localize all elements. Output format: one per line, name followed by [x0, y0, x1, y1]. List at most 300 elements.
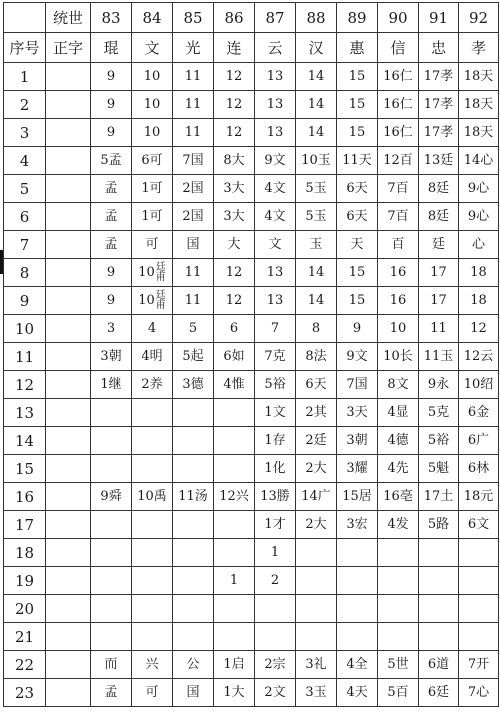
- table-cell: 16: [378, 259, 419, 287]
- table-cell: [214, 455, 255, 483]
- table-cell: 9心: [459, 175, 499, 203]
- table-cell: 9舜: [91, 483, 132, 511]
- table-cell: [132, 399, 173, 427]
- table-cell: 8: [296, 315, 337, 343]
- table-cell: 6天: [337, 175, 378, 203]
- generation-name-char: 连: [214, 33, 255, 63]
- row-name-cell: [46, 231, 91, 259]
- table-cell: 10: [132, 119, 173, 147]
- row-name-cell: [46, 119, 91, 147]
- stacked-note-char: 甫: [155, 299, 166, 311]
- table-cell: 12: [214, 63, 255, 91]
- table-cell: [173, 623, 214, 651]
- stacked-note-char: 甫: [155, 271, 166, 283]
- table-cell: 10: [132, 63, 173, 91]
- table-cell: [459, 595, 499, 623]
- table-cell: 公: [173, 651, 214, 679]
- table-cell: 5孟: [91, 147, 132, 175]
- table-row: [4, 483, 499, 511]
- table-cell: 17: [419, 287, 459, 315]
- row-name-cell: [46, 651, 91, 679]
- row-name-cell: [46, 147, 91, 175]
- table-cell: 9: [91, 63, 132, 91]
- generation-name-char: 琨: [91, 33, 132, 63]
- table-cell: 17孝: [419, 63, 459, 91]
- row-name-cell: [46, 63, 91, 91]
- table-cell: [419, 595, 459, 623]
- table-cell: 11: [173, 63, 214, 91]
- table-cell: 12: [214, 91, 255, 119]
- table-row: [4, 539, 499, 567]
- row-seq-number: 18: [4, 539, 46, 567]
- row-seq-number: 8: [4, 259, 46, 287]
- stacked-note-char: 廷: [155, 289, 166, 301]
- table-row: [4, 371, 499, 399]
- generation-name-char: 忠: [419, 33, 459, 63]
- table-cell: 2大: [296, 511, 337, 539]
- row-seq-number: 15: [4, 455, 46, 483]
- row-seq-number: 6: [4, 203, 46, 231]
- table-cell: [255, 595, 296, 623]
- table-cell: 11: [173, 91, 214, 119]
- table-row: [4, 119, 499, 147]
- generation-number: 92: [459, 3, 499, 33]
- table-cell: 国: [173, 679, 214, 707]
- row-name-cell: [46, 679, 91, 707]
- table-cell: 孟: [91, 175, 132, 203]
- table-cell: 8法: [296, 343, 337, 371]
- stacked-note-char: 廷: [155, 261, 166, 273]
- row-name-cell: [46, 315, 91, 343]
- table-cell: 大: [214, 231, 255, 259]
- table-cell: 4天: [337, 679, 378, 707]
- table-cell: [419, 567, 459, 595]
- table-cell: 6广: [459, 427, 499, 455]
- table-cell: [214, 427, 255, 455]
- table-cell: 6廷: [419, 679, 459, 707]
- table-cell: 而: [91, 651, 132, 679]
- table-cell: 16: [378, 287, 419, 315]
- table-cell: 6可: [132, 147, 173, 175]
- row-seq-number: 10: [4, 315, 46, 343]
- table-cell: 14: [296, 91, 337, 119]
- table-cell: [296, 623, 337, 651]
- table-cell: [91, 595, 132, 623]
- table-cell: 6如: [214, 343, 255, 371]
- table-cell: [91, 623, 132, 651]
- table-cell: [378, 539, 419, 567]
- row-name-cell: [46, 91, 91, 119]
- table-cell: 1可: [132, 203, 173, 231]
- row-seq-number: 21: [4, 623, 46, 651]
- table-cell: 18: [459, 287, 499, 315]
- generation-name-char: 信: [378, 33, 419, 63]
- table-cell: 6道: [419, 651, 459, 679]
- table-cell: 15居: [337, 483, 378, 511]
- table-cell: [337, 567, 378, 595]
- row-seq-number: 9: [4, 287, 46, 315]
- table-cell: 11: [419, 315, 459, 343]
- generation-name-char: 文: [132, 33, 173, 63]
- table-cell: 3玉: [296, 679, 337, 707]
- table-cell: 5百: [378, 679, 419, 707]
- table-cell: 14心: [459, 147, 499, 175]
- generation-name-char: 光: [173, 33, 214, 63]
- table-row: [4, 595, 499, 623]
- table-cell: 7国: [337, 371, 378, 399]
- table-cell: 孟: [91, 203, 132, 231]
- table-cell: [91, 455, 132, 483]
- table-cell: 4全: [337, 651, 378, 679]
- row-seq-number: 13: [4, 399, 46, 427]
- table-cell: 16仁: [378, 119, 419, 147]
- table-cell: [132, 567, 173, 595]
- row-name-cell: [46, 623, 91, 651]
- table-cell: 16亳: [378, 483, 419, 511]
- table-cell: 5起: [173, 343, 214, 371]
- table-cell: 玉: [296, 231, 337, 259]
- table-cell: 17孝: [419, 119, 459, 147]
- table-cell: 14: [296, 287, 337, 315]
- row-seq-number: 2: [4, 91, 46, 119]
- table-cell: 8大: [214, 147, 255, 175]
- table-cell: 3耀: [337, 455, 378, 483]
- table-row: [4, 315, 499, 343]
- table-cell: 17孝: [419, 91, 459, 119]
- table-cell: 14: [296, 63, 337, 91]
- table-cell: [419, 623, 459, 651]
- table-cell: 7心: [459, 679, 499, 707]
- table-cell: 18: [459, 259, 499, 287]
- table-cell: [173, 399, 214, 427]
- table-cell: 10禹: [132, 483, 173, 511]
- table-cell: 9心: [459, 203, 499, 231]
- table-cell: [132, 511, 173, 539]
- table-cell: 5玉: [296, 175, 337, 203]
- table-cell: [214, 595, 255, 623]
- table-cell: 5玉: [296, 203, 337, 231]
- generation-number: 89: [337, 3, 378, 33]
- table-cell: [214, 511, 255, 539]
- table-cell: 1: [255, 539, 296, 567]
- table-cell: 13: [255, 91, 296, 119]
- table-cell: 3: [91, 315, 132, 343]
- table-cell: [132, 455, 173, 483]
- table-cell: 5世: [378, 651, 419, 679]
- table-cell: 13勝: [255, 483, 296, 511]
- table-cell: [419, 539, 459, 567]
- table-cell: [296, 595, 337, 623]
- table-cell: [132, 259, 173, 287]
- generation-name-char: 汉: [296, 33, 337, 63]
- table-cell: 2: [255, 567, 296, 595]
- table-cell: [173, 511, 214, 539]
- generation-number: 86: [214, 3, 255, 33]
- table-cell: [132, 539, 173, 567]
- table-cell: 7百: [378, 175, 419, 203]
- table-row: [4, 91, 499, 119]
- table-cell: 10玉: [296, 147, 337, 175]
- row-name-cell: [46, 511, 91, 539]
- table-cell: 1才: [255, 511, 296, 539]
- table-cell: 18天: [459, 119, 499, 147]
- table-cell: [214, 539, 255, 567]
- table-row: [4, 511, 499, 539]
- table-row: [4, 651, 499, 679]
- row-name-cell: [46, 455, 91, 483]
- table-cell: [378, 595, 419, 623]
- table-cell: 5路: [419, 511, 459, 539]
- row-seq-number: 3: [4, 119, 46, 147]
- row-name-cell: [46, 371, 91, 399]
- table-cell: [91, 511, 132, 539]
- row-seq-number: 22: [4, 651, 46, 679]
- row-name-cell: [46, 567, 91, 595]
- table-cell: 5裕: [255, 371, 296, 399]
- header-corner-cell: [4, 3, 46, 33]
- row-seq-number: 20: [4, 595, 46, 623]
- table-cell: 1继: [91, 371, 132, 399]
- row-name-cell: [46, 175, 91, 203]
- table-cell: 4显: [378, 399, 419, 427]
- table-row: [4, 679, 499, 707]
- table-cell: 2文: [255, 679, 296, 707]
- table-cell: 8廷: [419, 203, 459, 231]
- table-cell: 5克: [419, 399, 459, 427]
- table-cell: [173, 427, 214, 455]
- table-cell: 14广: [296, 483, 337, 511]
- table-cell: 18天: [459, 91, 499, 119]
- table-cell: 4明: [132, 343, 173, 371]
- table-cell: 2国: [173, 203, 214, 231]
- table-cell: 9文: [337, 343, 378, 371]
- row-name-cell: [46, 203, 91, 231]
- table-cell: [91, 427, 132, 455]
- row-seq-number: 1: [4, 63, 46, 91]
- row-seq-number: 16: [4, 483, 46, 511]
- table-cell: 1: [214, 567, 255, 595]
- cell-value: 10: [138, 264, 155, 280]
- row-seq-number: 7: [4, 231, 46, 259]
- table-cell: 1存: [255, 427, 296, 455]
- table-cell: 9: [91, 259, 132, 287]
- table-cell: [132, 623, 173, 651]
- table-cell: [296, 567, 337, 595]
- table-cell: 4: [132, 315, 173, 343]
- table-cell: [337, 595, 378, 623]
- row-seq-number: 14: [4, 427, 46, 455]
- table-row: [4, 455, 499, 483]
- table-cell: 可: [132, 231, 173, 259]
- table-cell: 3宏: [337, 511, 378, 539]
- row-name-cell: [46, 399, 91, 427]
- table-cell: [173, 567, 214, 595]
- table-cell: 5: [173, 315, 214, 343]
- row-seq-number: 17: [4, 511, 46, 539]
- table-row: [4, 623, 499, 651]
- table-cell: 13: [255, 119, 296, 147]
- table-cell: 18天: [459, 63, 499, 91]
- table-cell: 8文: [378, 371, 419, 399]
- table-cell: 3大: [214, 203, 255, 231]
- table-cell: 1化: [255, 455, 296, 483]
- table-cell: 6天: [337, 203, 378, 231]
- table-cell: 14: [296, 119, 337, 147]
- table-cell: 17土: [419, 483, 459, 511]
- table-cell: 4德: [378, 427, 419, 455]
- generation-name-char: 孝: [459, 33, 499, 63]
- name-label: 正字: [46, 33, 91, 63]
- table-cell: [459, 623, 499, 651]
- cell-value: 10: [138, 292, 155, 308]
- table-cell: [337, 539, 378, 567]
- row-name-cell: [46, 539, 91, 567]
- table-cell: 文: [255, 231, 296, 259]
- table-cell: 7开: [459, 651, 499, 679]
- generation-number: 84: [132, 3, 173, 33]
- table-cell: 2大: [296, 455, 337, 483]
- table-cell: [255, 623, 296, 651]
- table-cell: 5魁: [419, 455, 459, 483]
- table-cell: 4文: [255, 203, 296, 231]
- table-cell: 1可: [132, 175, 173, 203]
- table-cell: 3朝: [91, 343, 132, 371]
- table-cell: 16仁: [378, 91, 419, 119]
- row-name-cell: [46, 343, 91, 371]
- table-cell: 孟: [91, 679, 132, 707]
- table-cell: [378, 567, 419, 595]
- table-cell: 9: [91, 119, 132, 147]
- table-cell: 12: [214, 287, 255, 315]
- table-cell: 15: [337, 259, 378, 287]
- table-cell: 4文: [255, 175, 296, 203]
- seq-label: 序号: [4, 33, 46, 63]
- table-cell: 9: [91, 91, 132, 119]
- table-cell: 6林: [459, 455, 499, 483]
- table-cell: 9文: [255, 147, 296, 175]
- table-cell: 心: [459, 231, 499, 259]
- table-cell: 7: [255, 315, 296, 343]
- cell-value-with-note: [138, 263, 166, 283]
- table-cell: [132, 427, 173, 455]
- table-row: [4, 203, 499, 231]
- stacked-note: [156, 291, 166, 311]
- table-row: [4, 427, 499, 455]
- generation-name-char: 云: [255, 33, 296, 63]
- table-cell: 11玉: [419, 343, 459, 371]
- row-seq-number: 11: [4, 343, 46, 371]
- table-cell: 6天: [296, 371, 337, 399]
- table-cell: 2宗: [255, 651, 296, 679]
- table-row: [4, 399, 499, 427]
- table-cell: 7国: [173, 147, 214, 175]
- table-cell: 2养: [132, 371, 173, 399]
- table-cell: 11: [173, 287, 214, 315]
- table-cell: 18元: [459, 483, 499, 511]
- table-cell: 1大: [214, 679, 255, 707]
- table-cell: 9: [91, 287, 132, 315]
- table-cell: 3天: [337, 399, 378, 427]
- table-cell: 2廷: [296, 427, 337, 455]
- row-name-cell: [46, 595, 91, 623]
- table-cell: 1文: [255, 399, 296, 427]
- row-seq-number: 19: [4, 567, 46, 595]
- table-cell: [91, 539, 132, 567]
- table-cell: 3大: [214, 175, 255, 203]
- row-name-cell: [46, 427, 91, 455]
- table-row: [4, 63, 499, 91]
- table-cell: 17: [419, 259, 459, 287]
- table-cell: 13廷: [419, 147, 459, 175]
- table-cell: 2国: [173, 175, 214, 203]
- generation-number: 91: [419, 3, 459, 33]
- table-cell: [173, 595, 214, 623]
- table-cell: 15: [337, 287, 378, 315]
- table-cell: 9: [337, 315, 378, 343]
- table-cell: 7克: [255, 343, 296, 371]
- row-name-cell: [46, 287, 91, 315]
- cell-value-with-note: [138, 291, 166, 311]
- table-cell: [214, 399, 255, 427]
- table-cell: 12百: [378, 147, 419, 175]
- table-row: [4, 343, 499, 371]
- table-row: [4, 175, 499, 203]
- header-row-names: [4, 33, 499, 63]
- table-cell: 天: [337, 231, 378, 259]
- table-cell: 兴: [132, 651, 173, 679]
- table-cell: 13: [255, 63, 296, 91]
- table-cell: 10: [132, 91, 173, 119]
- table-cell: [91, 399, 132, 427]
- table-cell: [173, 455, 214, 483]
- generation-number: 85: [173, 3, 214, 33]
- table-cell: 4发: [378, 511, 419, 539]
- table-row: [4, 567, 499, 595]
- row-name-cell: [46, 483, 91, 511]
- generation-label: 统世: [46, 3, 91, 33]
- table-cell: 15: [337, 91, 378, 119]
- table-cell: 15: [337, 63, 378, 91]
- table-cell: 14: [296, 259, 337, 287]
- generation-name-char: 惠: [337, 33, 378, 63]
- table-cell: 10绍: [459, 371, 499, 399]
- generation-name-table: [3, 2, 499, 707]
- table-cell: 11: [173, 119, 214, 147]
- row-seq-number: 4: [4, 147, 46, 175]
- table-cell: 6文: [459, 511, 499, 539]
- table-cell: 11汤: [173, 483, 214, 511]
- table-cell: [91, 567, 132, 595]
- table-cell: 10长: [378, 343, 419, 371]
- table-cell: 12: [214, 259, 255, 287]
- table-cell: 13: [255, 259, 296, 287]
- row-name-cell: [46, 259, 91, 287]
- table-cell: 10: [378, 315, 419, 343]
- table-cell: 9永: [419, 371, 459, 399]
- generation-number: 90: [378, 3, 419, 33]
- table-cell: [173, 539, 214, 567]
- table-cell: 孟: [91, 231, 132, 259]
- table-cell: 12: [459, 315, 499, 343]
- table-cell: 12兴: [214, 483, 255, 511]
- table-cell: 3朝: [337, 427, 378, 455]
- table-cell: 12云: [459, 343, 499, 371]
- table-cell: 4惟: [214, 371, 255, 399]
- table-cell: 11: [173, 259, 214, 287]
- table-cell: 13: [255, 287, 296, 315]
- table-cell: 16仁: [378, 63, 419, 91]
- table-cell: 7百: [378, 203, 419, 231]
